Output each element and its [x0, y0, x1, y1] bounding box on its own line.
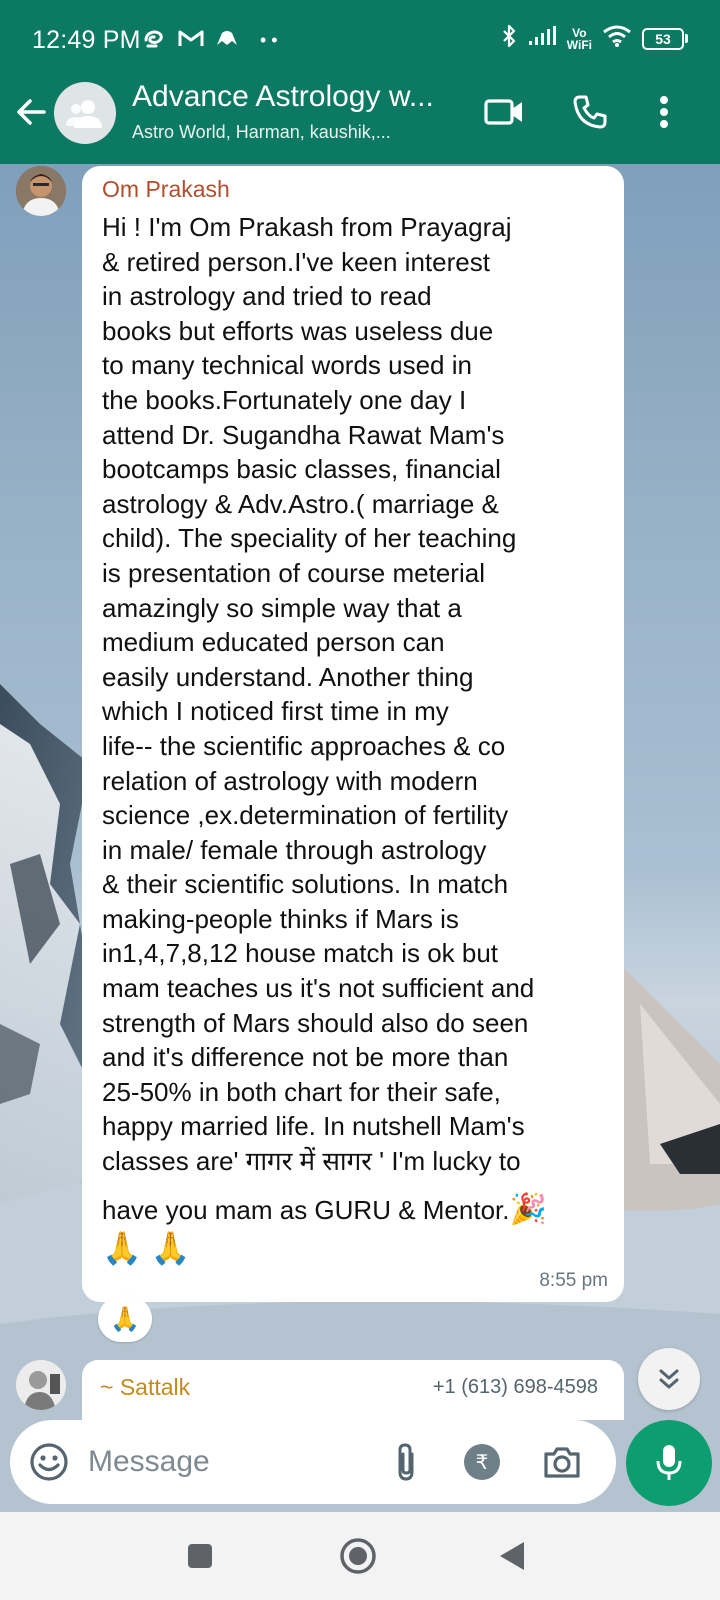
status-bar	[0, 0, 720, 82]
vowifi-top: Vo	[572, 25, 587, 40]
message-line: which I noticed first time in my	[102, 696, 449, 727]
payment-icon[interactable]	[460, 1440, 504, 1484]
double-chevron-down-icon	[656, 1366, 682, 1392]
message-line: life-- the scientific approaches & co	[102, 730, 506, 761]
chat-header	[0, 80, 720, 164]
swirl-icon	[142, 26, 168, 55]
message-line: & their scientific solutions. In match	[102, 869, 509, 900]
message-line: attend Dr. Sugandha Rawat Mam's	[102, 419, 505, 450]
next-message-bubble[interactable]	[82, 1360, 624, 1420]
message-input[interactable]	[88, 1436, 368, 1488]
system-back-icon[interactable]	[490, 1534, 534, 1578]
vowifi-bottom: WiFi	[566, 37, 592, 52]
message-line: child). The speciality of her teaching	[102, 523, 517, 554]
message-last-line	[102, 1179, 602, 1227]
group-avatar[interactable]	[54, 82, 116, 144]
home-icon[interactable]	[336, 1534, 380, 1578]
system-icons	[501, 24, 688, 53]
microphone-icon	[654, 1443, 684, 1483]
message-line: Hi ! I'm Om Prakash from Prayagraj	[102, 212, 512, 242]
attachment-icon[interactable]	[384, 1440, 428, 1484]
battery-indicator	[642, 28, 688, 50]
message-line: happy married life. In nutshell Mam's	[102, 1111, 525, 1142]
emoji-icon[interactable]	[28, 1441, 70, 1483]
bluetooth-icon	[501, 24, 517, 53]
message-line: books but efforts was useless due	[102, 315, 494, 346]
message-line: to many technical words used in	[102, 350, 472, 381]
app-bar	[0, 0, 720, 164]
message-line: easily understand. Another thing	[102, 661, 474, 692]
notification-icons	[142, 26, 278, 55]
group-icon	[65, 98, 105, 128]
message-line: making-people thinks if Mars is	[102, 903, 459, 934]
message-line: medium educated person can	[102, 627, 445, 658]
message-line: astrology & Adv.Astro.( marriage &	[102, 488, 499, 519]
system-navigation-bar	[0, 1512, 720, 1600]
message-bubble[interactable]	[82, 166, 624, 1302]
message-line: mam teaches us it's not sufficient and	[102, 973, 535, 1004]
message-line: strength of Mars should also do seen	[102, 1007, 529, 1038]
message-line: science ,ex.determination of fertility	[102, 800, 509, 831]
camera-icon[interactable]	[540, 1440, 584, 1484]
message-line: the books.Fortunately one day I	[102, 384, 467, 415]
back-arrow-icon[interactable]	[14, 94, 50, 130]
message-line: in1,4,7,8,12 house match is ok but	[102, 938, 499, 969]
recents-icon[interactable]	[178, 1534, 222, 1578]
voice-call-icon[interactable]	[568, 90, 612, 134]
video-call-icon[interactable]	[482, 90, 526, 134]
sender-name[interactable]: Om Prakash	[102, 176, 230, 202]
message-line: amazingly so simple way that a	[102, 592, 462, 623]
signal-icon	[527, 25, 557, 52]
party-popper-emoji: 🎉	[509, 1192, 547, 1226]
second-sender-name[interactable]: ~ Sattalk	[100, 1374, 191, 1400]
message-composer	[10, 1420, 616, 1504]
reaction-badge[interactable]: 🙏	[98, 1296, 152, 1342]
battery-level: 53	[642, 28, 684, 50]
message-line: bootcamps basic classes, financial	[102, 454, 501, 485]
message-line: classes are' गागर में सागर ' I'm lucky to	[102, 1146, 521, 1177]
wifi-icon	[602, 24, 632, 53]
chat-participants[interactable]: Astro World, Harman, kaushik,...	[132, 122, 391, 142]
sender-avatar[interactable]	[16, 166, 66, 216]
voice-message-button[interactable]	[626, 1420, 712, 1506]
scroll-to-bottom-button[interactable]	[638, 1348, 700, 1410]
message-line: in astrology and tried to read	[102, 281, 432, 312]
message-line: have you mam as GURU & Mentor.	[102, 1194, 510, 1225]
svg-text:₹: ₹	[475, 1450, 489, 1474]
gmail-icon	[178, 28, 204, 53]
message-line: in male/ female through astrology	[102, 834, 487, 865]
message-line: and it's difference not be more than	[102, 1042, 509, 1073]
message-timestamp: 8:55 pm	[539, 1270, 608, 1291]
message-emoji-line: 🙏 🙏	[102, 1229, 191, 1266]
message-line: & retired person.I've keen interest	[102, 246, 490, 277]
message-line: 25-50% in both chart for their safe,	[102, 1076, 501, 1107]
second-sender-avatar[interactable]	[16, 1360, 66, 1410]
vowifi-indicator	[567, 27, 592, 51]
status-time: 12:49 PM	[32, 26, 141, 54]
message-text	[102, 210, 602, 1271]
second-sender-phone: +1 (613) 698-4598	[432, 1376, 598, 1398]
more-notifications-icon: • •	[260, 30, 278, 50]
message-line: relation of astrology with modern	[102, 765, 478, 796]
more-options-icon[interactable]	[642, 90, 686, 134]
chat-title[interactable]: Advance Astrology w...	[132, 80, 434, 113]
maps-icon	[214, 27, 240, 54]
message-line: is presentation of course meterial	[102, 557, 485, 588]
